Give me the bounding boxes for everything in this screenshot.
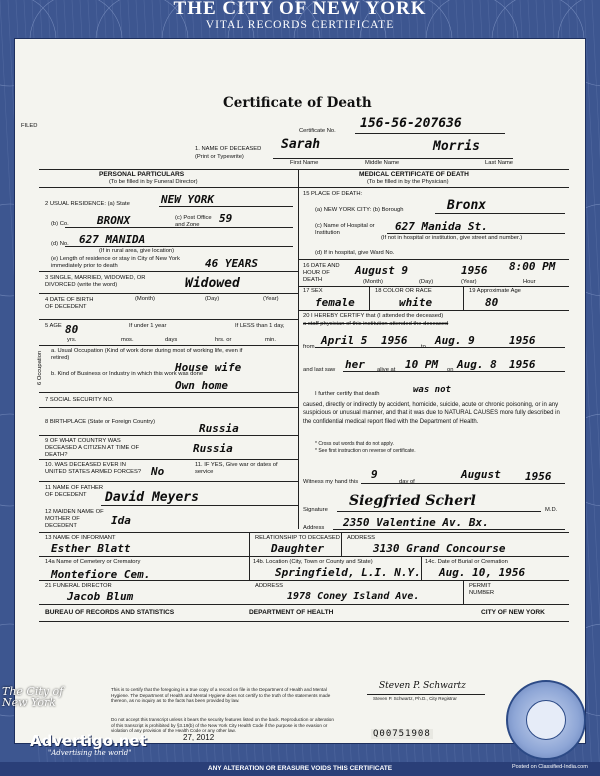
header-subtitle: VITAL RECORDS CERTIFICATE — [205, 19, 395, 31]
zone-label: (c) Post Office and Zone — [175, 215, 212, 228]
sex: female — [315, 296, 355, 309]
residence-length: 46 YEARS — [205, 257, 258, 270]
age-label: 5 AGE — [45, 323, 62, 329]
occupation-b: Own home — [175, 379, 228, 392]
attended-from: April 5 — [321, 334, 368, 347]
registrar-signature: Steven P. Schwartz — [379, 681, 466, 691]
further-caused: caused, directly or indirectly by accident, homicide, suicide, acute or chronic poisoning, or in any suspicious or unusual manner, and that it was due to NATURAL CAUSES more fully described in the confidential medical report filed with the Department of Health. — [303, 402, 560, 425]
marital-status: Widowed — [185, 276, 240, 291]
residence-street: 627 MANIDA — [79, 233, 146, 246]
medical-subheading: (To be filled in by the Physician) — [367, 179, 449, 185]
from-label: from — [303, 344, 315, 350]
residence-county: BRONX — [97, 214, 131, 227]
alive-on-year: 1956 — [509, 358, 536, 371]
death-day-h: (Day) — [419, 279, 434, 285]
death-hospital: 627 Manida St. — [395, 220, 488, 233]
certificate-paper — [14, 38, 586, 744]
health-department-seal — [506, 680, 586, 760]
last-name-label: Last Name — [485, 160, 514, 166]
color-label: 18 COLOR OR RACE — [375, 288, 432, 294]
witness-month: August — [461, 468, 501, 481]
hospital-note: (If not in hospital or institution, give street and number.) — [381, 235, 523, 241]
bureau-right: CITY OF NEW YORK — [481, 609, 545, 616]
alive-at-label: alive at — [377, 367, 396, 373]
was-not: was not — [413, 385, 451, 395]
informant-address: 3130 Grand Concourse — [373, 542, 506, 555]
alive-label: and last saw — [303, 367, 336, 373]
print-note: (Print or Typewrite) — [195, 154, 244, 160]
place-of-death-label: 15 PLACE OF DEATH: — [303, 191, 363, 197]
staff-physician-label: a staff physician of this institution attended the deceased — [303, 321, 449, 327]
armed-forces: No — [151, 465, 165, 478]
permit-label: PERMIT NUMBER — [469, 583, 495, 596]
physician-signature: Siegfried Scherl — [349, 493, 476, 509]
residence-label: 2 USUAL RESIDENCE: (a) State — [45, 201, 130, 207]
burial-date-label: 14c. Date of Burial or Cremation — [425, 559, 508, 565]
dob-year-label: (Year) — [263, 296, 279, 302]
death-hour-h: Hour — [523, 279, 536, 285]
alive-name: her — [345, 358, 365, 371]
father-name: David Meyers — [105, 490, 199, 505]
serial-number: Q00751908 — [373, 729, 431, 739]
sex-label: 17 SEX — [303, 288, 323, 294]
personal-heading: PERSONAL PARTICULARS — [99, 171, 185, 178]
relationship: Daughter — [271, 542, 324, 555]
residence-zone: 59 — [219, 212, 233, 225]
marital-label: 3 SINGLE, MARRIED, WIDOWED, OR DIVORCED (write the word) — [45, 275, 146, 288]
war-label: 11. IF YES, Give war or dates of service — [195, 462, 278, 475]
filed-label: FILED — [21, 123, 38, 129]
funeral-director: Jacob Blum — [67, 590, 134, 603]
citizen-country: Russia — [193, 442, 233, 455]
cemetery-label: 14a Name of Cemetery or Crematory — [45, 559, 141, 565]
relationship-label: RELATIONSHIP TO DECEASED — [255, 535, 340, 541]
header — [0, 0, 600, 33]
informant-label: 13 NAME OF INFORMANT — [45, 535, 116, 541]
watermark: Advertigo.net — [30, 732, 147, 750]
death-year-h: (Year) — [461, 279, 477, 285]
occupation-a-label: a. Usual Occupation (Kind of work done during most of working life, even if retired) — [51, 348, 243, 361]
footer-note-1: This is to certify that the foregoing is a true copy of a record on file in the Department of Health and Mental Hygiene. The Department of Health and Mental Hygiene does not certify to the truth of the statements made thereon, as no inquiry as to the facts has been provided by law. — [111, 687, 331, 704]
certify-label: 20 I HEREBY CERTIFY that (I attended the deceased) — [303, 313, 444, 319]
further-label: I further certify that death — [315, 391, 380, 397]
occupation-b-label: b. Kind of Business or Industry in which this work was done — [51, 371, 204, 377]
personal-subheading: (To be filled in by Funeral Director) — [109, 179, 198, 185]
attended-to-year: 1956 — [509, 334, 536, 347]
bureau-left: BUREAU OF RECORDS AND STATISTICS — [45, 609, 175, 616]
on-label: on — [447, 367, 454, 373]
informant-address-label: ADDRESS — [347, 535, 376, 541]
under-year-label: If under 1 year — [129, 323, 167, 329]
city-logo-text: The City of New York — [2, 685, 64, 709]
witness-day: 9 — [371, 468, 378, 481]
cemetery: Montefiore Cem. — [51, 568, 151, 581]
less-day-label: If LESS than 1 day, — [235, 323, 285, 329]
funeral-director-label: 21 FUNERAL DIRECTOR — [45, 583, 112, 589]
physician-address: 2350 Valentine Av. Bx. — [343, 516, 489, 529]
witness-year: 1956 — [525, 470, 552, 483]
location-label: 14b. Location (City, Town or County and State) — [253, 559, 373, 565]
approx-age-label: 19 Approximate Age — [469, 288, 521, 294]
death-hour: 8:00 PM — [509, 260, 556, 273]
death-month-h: (Month) — [363, 279, 383, 285]
citizen-label: 9 OF WHAT COUNTRY WAS DECEASED A CITIZEN AT TIME OF DEATH? — [45, 438, 140, 458]
further-text — [303, 401, 565, 426]
death-year: 1956 — [461, 264, 488, 277]
footer-band — [0, 762, 600, 776]
birthplace: Russia — [199, 422, 239, 435]
certificate-number: 156-56-207636 — [360, 116, 462, 131]
dob-label: 4 DATE OF BIRTH OF DECEDENT — [45, 297, 94, 310]
deceased-name-label: 1. NAME OF DECEASED — [195, 146, 262, 152]
medical-heading: MEDICAL CERTIFICATE OF DEATH — [359, 171, 469, 178]
md-label: M.D. — [545, 507, 558, 513]
informant-name: Esther Blatt — [51, 542, 131, 555]
age-yrs-label: yrs. — [67, 337, 77, 343]
dob-day-label: (Day) — [205, 296, 220, 302]
mother-label: 12 MAIDEN NAME OF MOTHER OF DECEDENT — [45, 509, 104, 529]
street-note: (If in rural area, give location) — [99, 248, 175, 254]
death-date: August 9 — [355, 264, 408, 277]
cross-note: * Cross out words that do not apply. — [315, 441, 394, 447]
watermark-tag: "Advertising the world" — [48, 749, 132, 757]
witness-label: Witness my hand this — [303, 479, 359, 485]
occupation-a: House wife — [175, 361, 242, 374]
burial-location: Springfield, L.I. N.Y. — [275, 566, 421, 579]
death-borough: Bronx — [447, 198, 487, 213]
hospital-label: (c) Name of Hospital or Institution — [315, 223, 375, 236]
approx-age: 80 — [485, 296, 499, 309]
certificate-number-label: Certificate No. — [299, 128, 336, 134]
middle-name-label: Middle Name — [365, 160, 400, 166]
footer-note-2: Do not accept this transcript unless it bears the security features listed on the back. Reproduction or alteration of this transcript is prohibited by §3.19(b) of the New York City Health Code if the purpose is the evasion or violation of any provision of the Health Code or any other law. — [111, 717, 334, 734]
residence-state: NEW YORK — [161, 193, 214, 206]
hrs-label: hrs. or — [215, 337, 232, 343]
mother-name: Ida — [111, 514, 131, 527]
ward-label: (d) If in hospital, give Ward No. — [315, 250, 395, 256]
date-of-death-label: 16 DATE AND HOUR OF DEATH — [303, 263, 340, 283]
age-value: 80 — [65, 323, 79, 336]
first-name-label: First Name — [290, 160, 319, 166]
dob-month-label: (Month) — [135, 296, 155, 302]
occupation-side-label: 6 Occupation — [37, 350, 43, 385]
header-title: THE CITY OF NEW YORK — [173, 0, 427, 19]
witness-of-label: day of — [399, 479, 415, 485]
footer-void-text: ANY ALTERATION OR ERASURE VOIDS THIS CERTIFICATE — [207, 765, 393, 772]
days-label: days — [165, 337, 178, 343]
armed-forces-label: 10. WAS DECEASED EVER IN UNITED STATES ARMED FORCES? — [45, 462, 142, 475]
burial-date: Aug. 10, 1956 — [439, 566, 526, 579]
see-note: * See first instruction on reverse of certificate. — [315, 448, 416, 454]
fd-address: 1978 Coney Island Ave. — [287, 591, 420, 602]
fd-address-label: ADDRESS — [255, 583, 284, 589]
bureau-center: DEPARTMENT OF HEALTH — [249, 609, 334, 616]
length-label: (e) Length of residence or stay in City of New York immediately prior to death — [51, 256, 180, 269]
mos-label: mos. — [121, 337, 134, 343]
physician-address-label: Address — [303, 525, 325, 531]
birthplace-label: 8 BIRTHPLACE (State or Foreign Country) — [45, 419, 156, 425]
nyc-borough-label: (a) NEW YORK CITY: (b) Borough — [315, 207, 404, 213]
alive-on: Aug. 8 — [457, 358, 497, 371]
deceased-first-name: Sarah — [281, 137, 321, 152]
ssn-label: 7 SOCIAL SECURITY NO. — [45, 397, 114, 403]
min-label: min. — [265, 337, 276, 343]
side-text: Posted on Classified-India.com — [512, 764, 588, 770]
attended-from-year: 1956 — [381, 334, 408, 347]
footer-date: 27, 2012 — [183, 733, 215, 742]
signature-label: Signature — [303, 507, 328, 513]
registrar-name: Steven P. Schwartz, Ph.D., City Registrar — [373, 696, 457, 701]
county-label: (b) Co. — [51, 221, 69, 227]
color-race: white — [399, 296, 433, 309]
attended-to: Aug. 9 — [435, 334, 475, 347]
certificate-heading: Certificate of Death — [223, 95, 372, 111]
alive-at: 10 PM — [405, 358, 439, 371]
to-label: to — [421, 344, 426, 350]
street-label: (d) No. — [51, 241, 69, 247]
deceased-last-name: Morris — [433, 139, 480, 154]
father-label: 11 NAME OF FATHER OF DECEDENT — [45, 485, 104, 498]
